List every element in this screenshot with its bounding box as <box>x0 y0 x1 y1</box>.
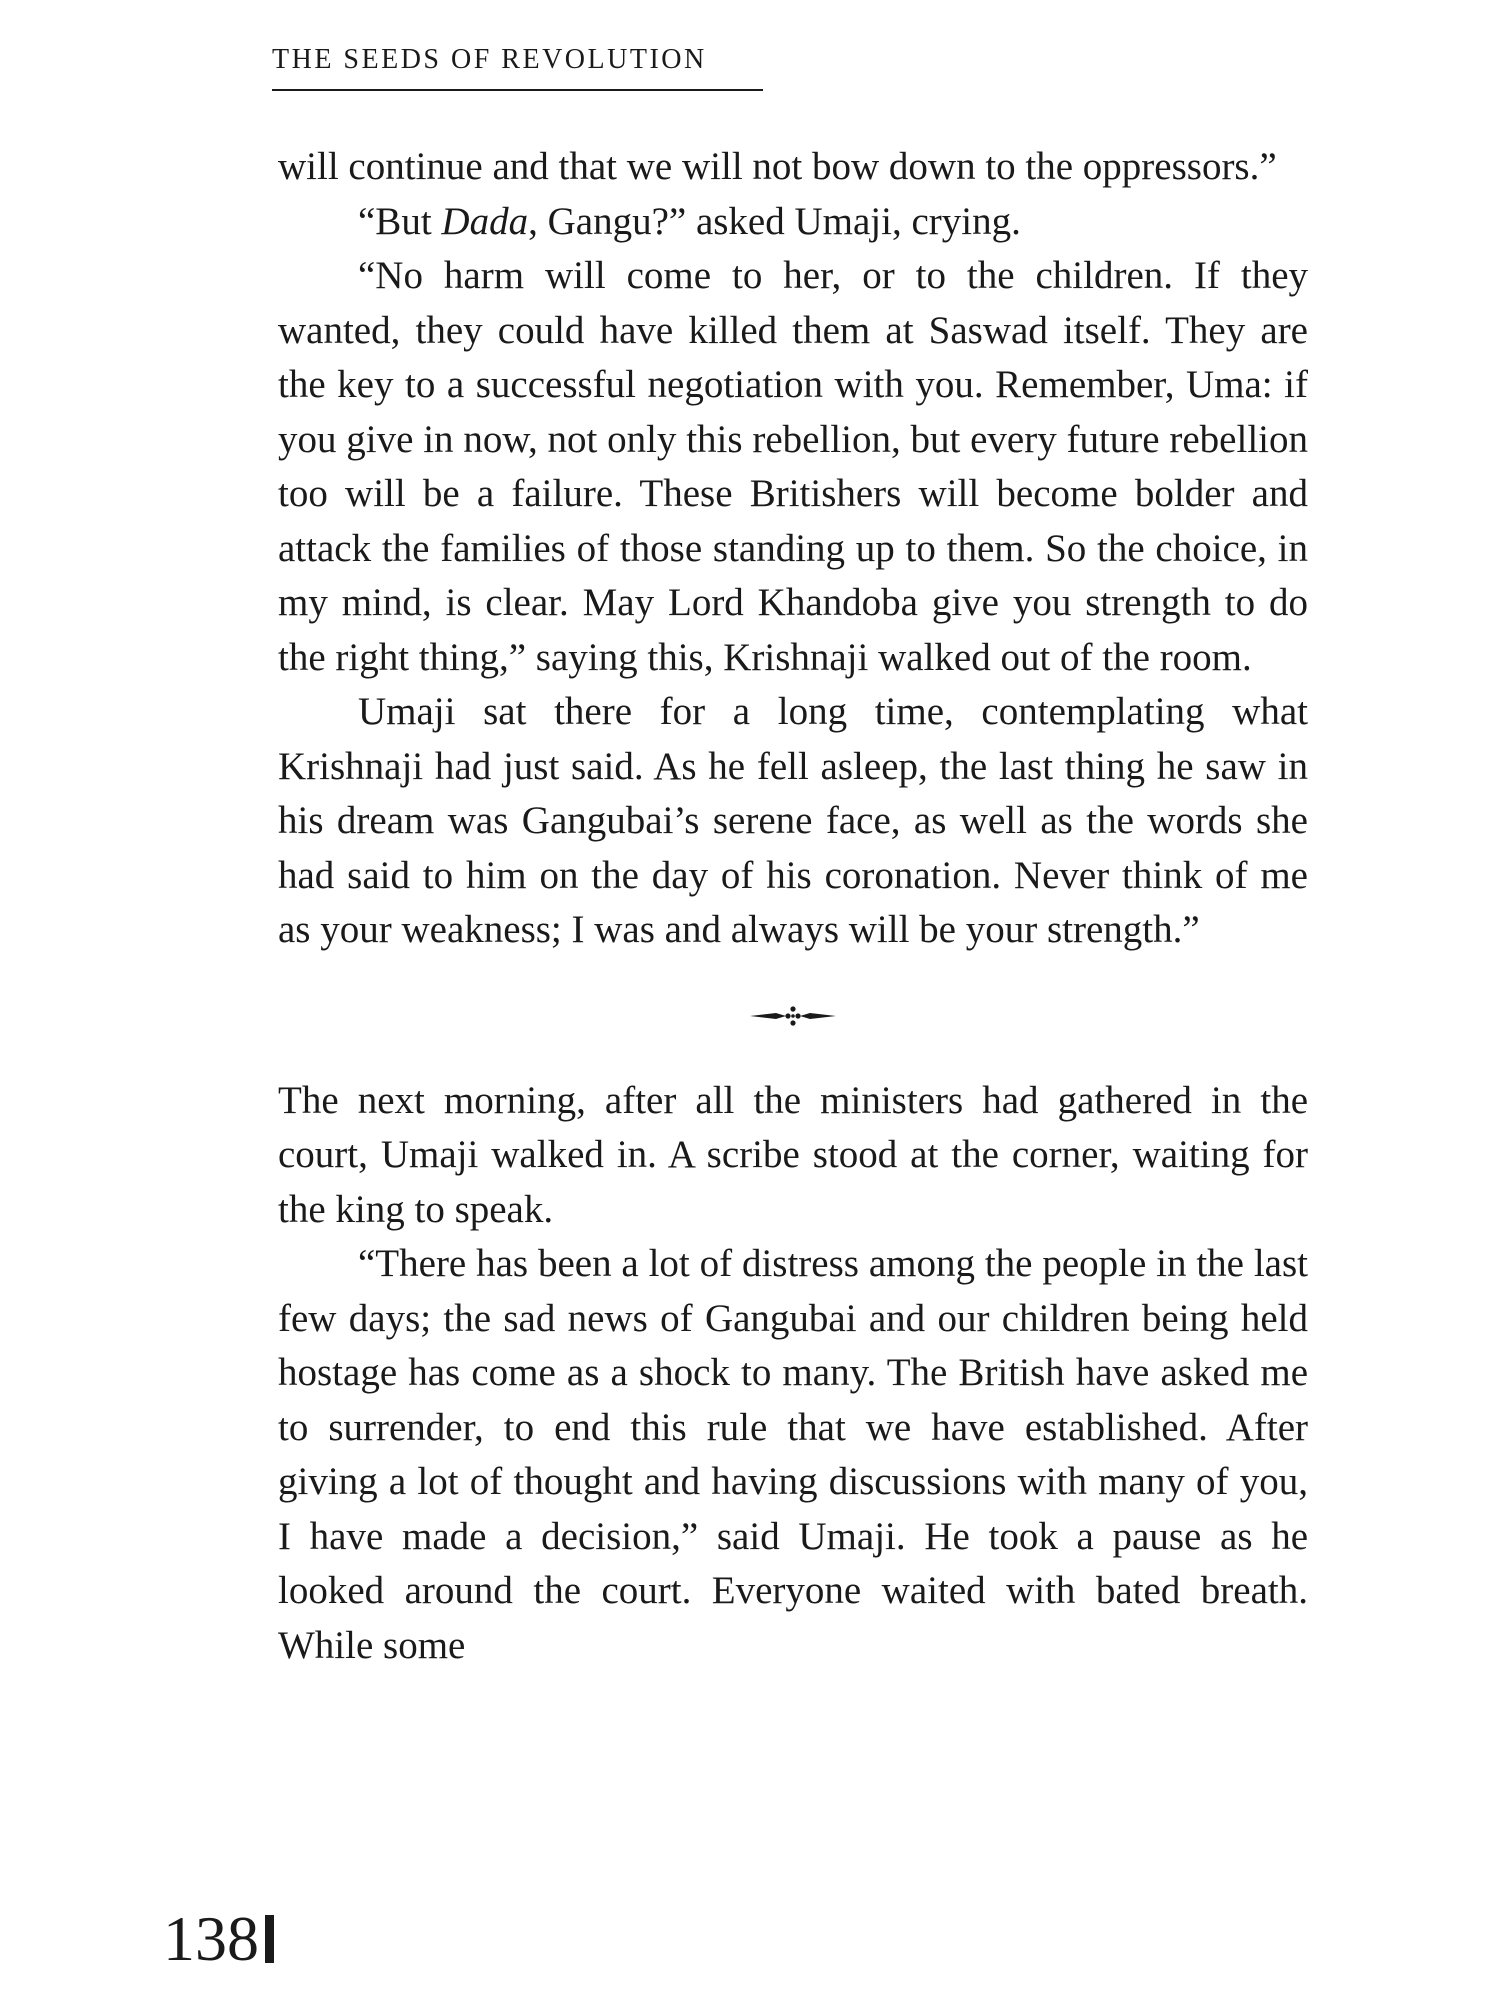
text-block-part1 <box>278 140 1308 1673</box>
page-number-text: 138 <box>163 1903 259 1974</box>
paragraph-6: “There has been a lot of distress among the people in the last few days; the sad news of Gangubai and our children being held hostage has come as a shock to many. The British have asked me to surrender, to end this rule that we have established. After giving a lot of thought and having discussions with many of you, I have made a decision,” said Umaji. He took a pause as he looked around the court. Everyone waited with bated breath. While some <box>278 1242 1308 1667</box>
page-number <box>163 1904 274 1974</box>
paragraph-3: “No harm will come to her, or to the children. If they wanted, they could have killed them at Saswad itself. They are the key to a successful negotiation with you. Remember, Uma: if you give in now, not only this rebellion, but every future rebellion too will be a failure. These Britishers will become bolder and attack the families of those standing up to them. So the choice, in my mind, is clear. May Lord Khandoba give you strength to do the right thing,” saying this, Krishnaji walked out of the room. <box>278 254 1308 679</box>
paragraph-5: The next morning, after all the ministers had gathered in the court, Umaji walked in. A scribe stood at the corner, waiting for the king to speak. <box>278 1078 1308 1231</box>
section-break <box>278 958 1308 1074</box>
paragraph-4: Umaji sat there for a long time, contemplating what Krishnaji had just said. As he fell asleep, the last thing he saw in his dream was Gangubai’s serene face, as well as the words she had said to him on the day of his coronation. Never think of me as your weakness; I was and always will be your strength.” <box>278 690 1308 951</box>
paragraph-1: will continue and that we will not bow down to the oppressors.” <box>278 145 1277 188</box>
running-header: THE SEEDS OF REVOLUTION <box>272 40 763 91</box>
italic-word: Dada <box>441 199 529 243</box>
section-break-ornament-icon <box>748 1004 838 1028</box>
paragraph-2: “But Dada, Gangu?” asked Umaji, crying. <box>358 199 1021 243</box>
folio-bar <box>265 1915 274 1963</box>
